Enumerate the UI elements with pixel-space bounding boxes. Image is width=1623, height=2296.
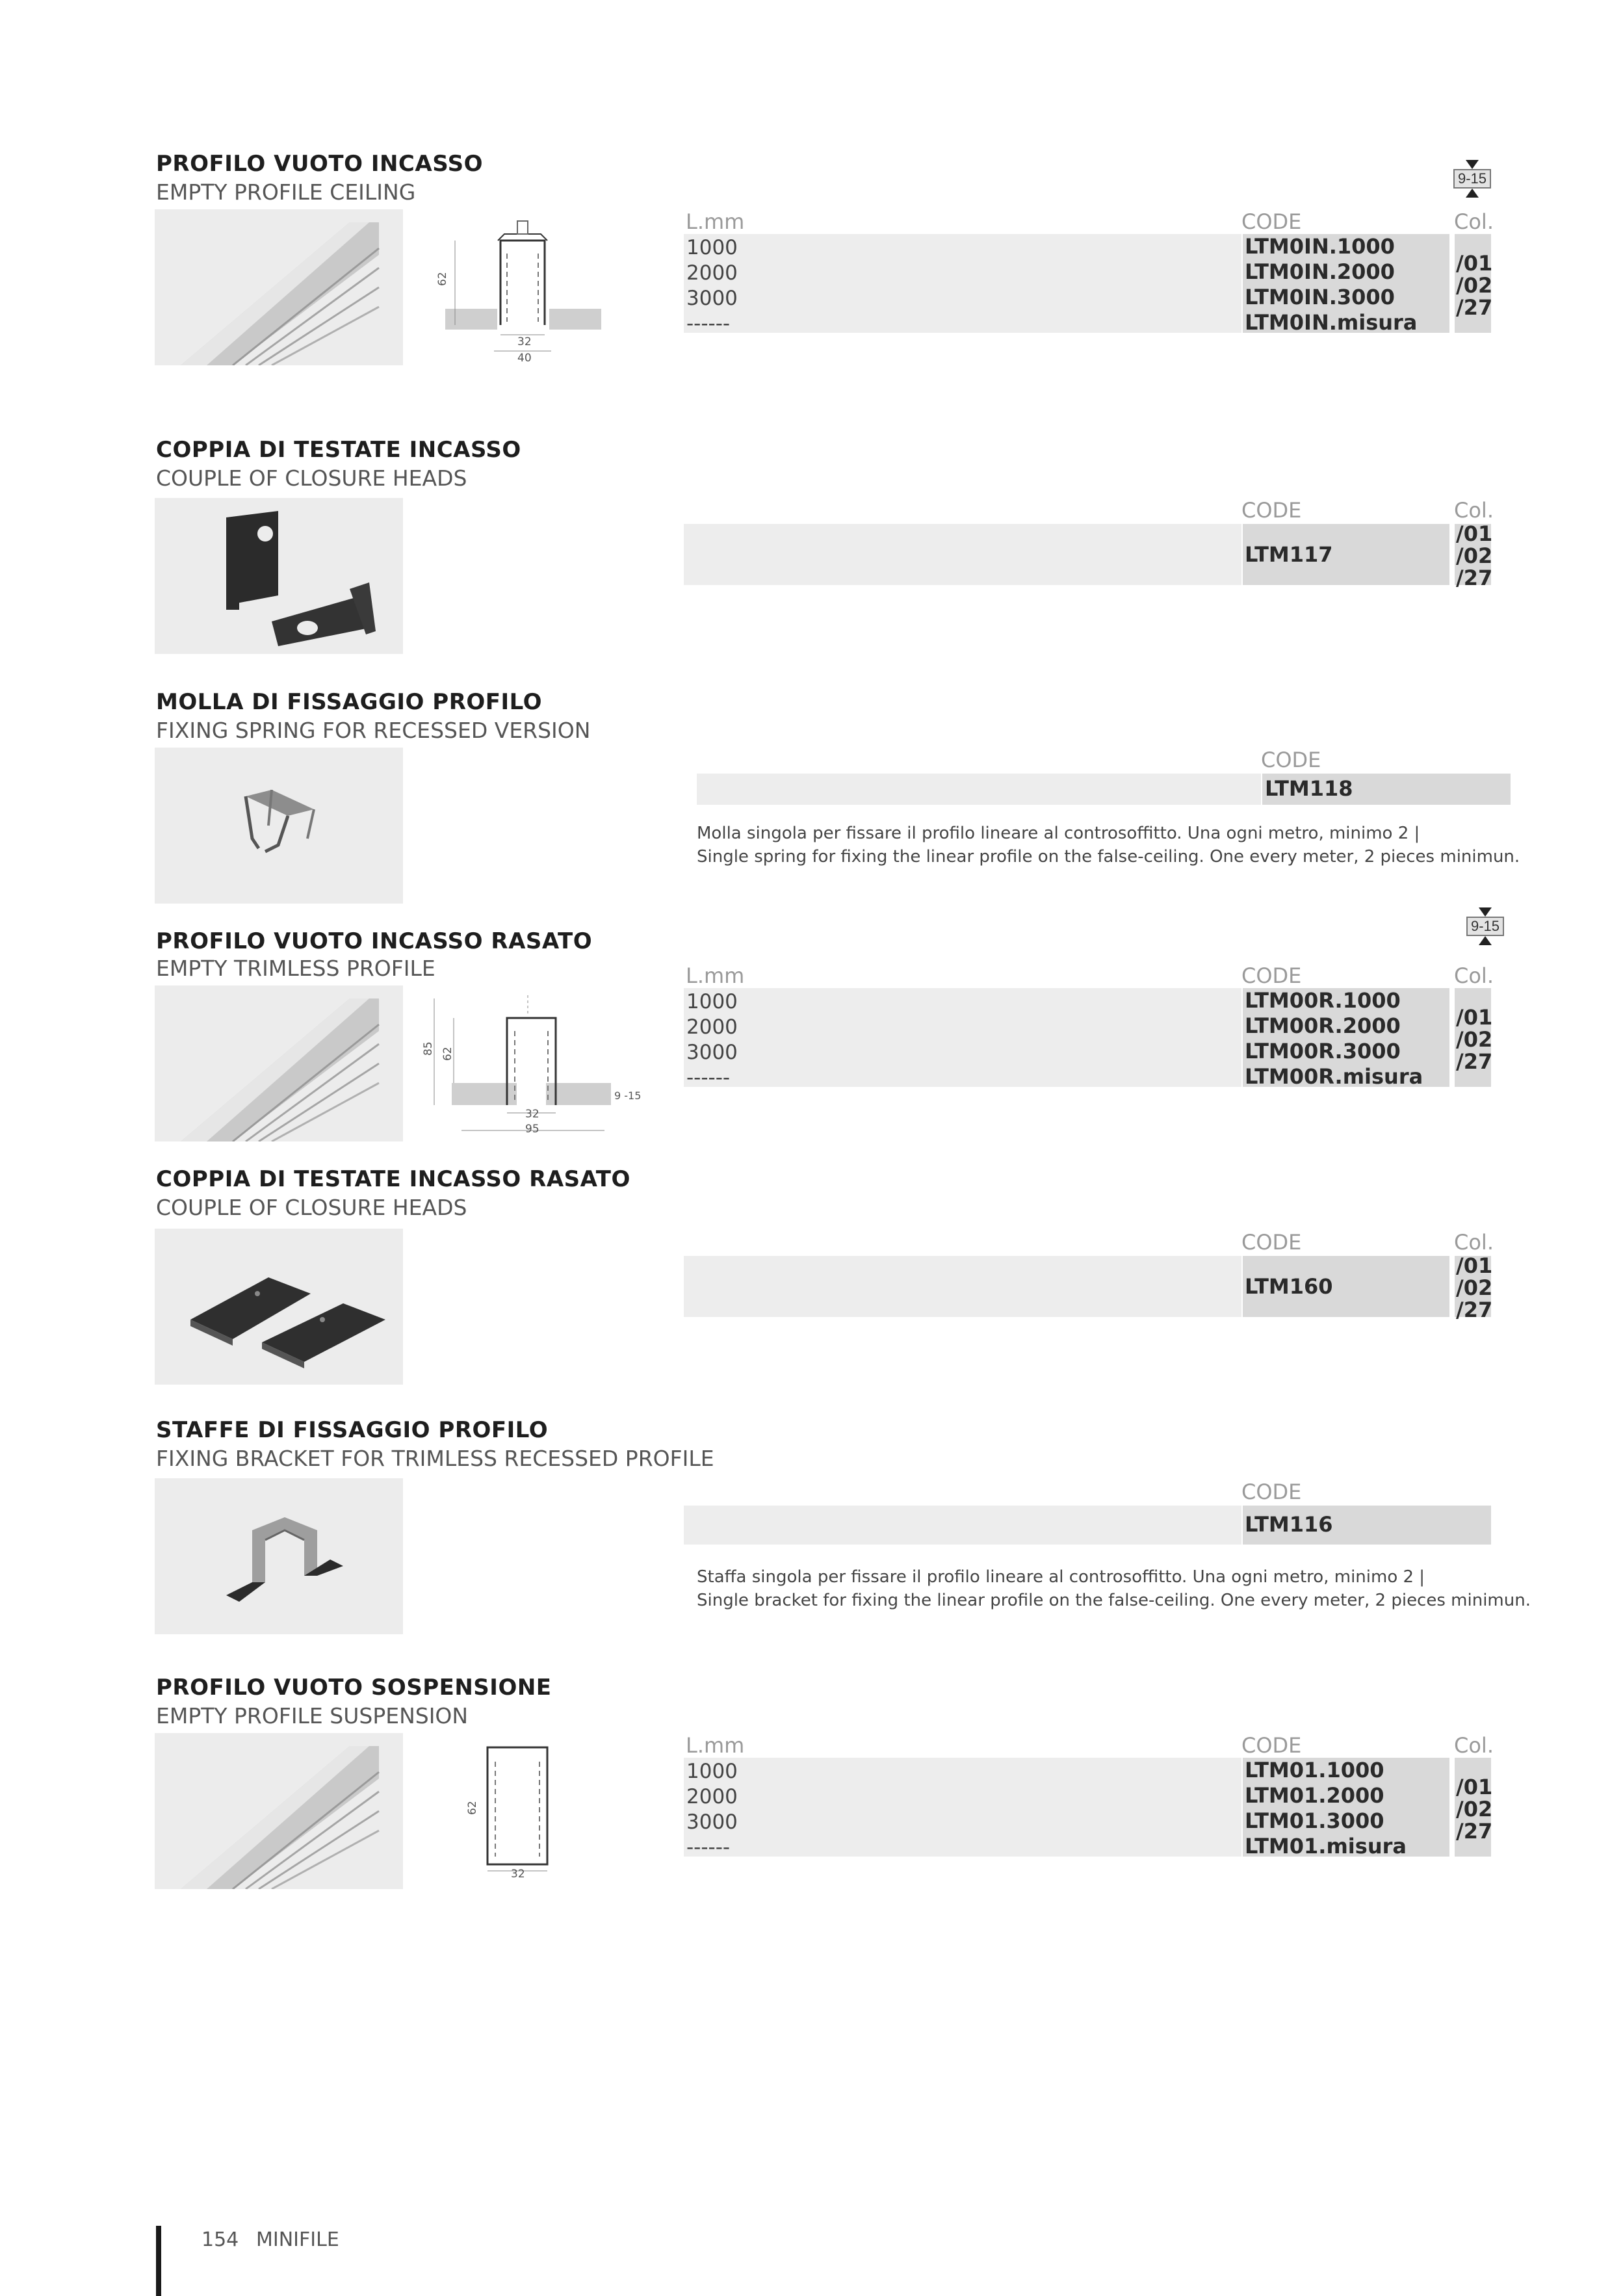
product-code: LTM160: [1245, 1274, 1333, 1299]
product-title: PROFILO VUOTO INCASSO RASATO: [156, 928, 593, 954]
color-code: /02: [1456, 1027, 1493, 1052]
note-english: Single bracket for fixing the linear profile on the false-ceiling. One every meter, 2 pieces minimun.: [697, 1591, 1531, 1610]
svg-text:62: 62: [436, 272, 449, 286]
footer-bar: [156, 2226, 161, 2296]
color-code: /02: [1456, 273, 1493, 298]
cross-section-drawing: [448, 1742, 565, 1879]
color-code: /02: [1456, 543, 1493, 568]
ceiling-thickness-badge: 9-15: [1466, 907, 1504, 945]
color-code: /27: [1456, 1819, 1493, 1844]
catalog-section-name: MINIFILE: [256, 2228, 339, 2251]
code-header: CODE: [1241, 1230, 1302, 1255]
product-photo: [155, 748, 403, 904]
code-header: CODE: [1241, 963, 1302, 988]
color-header: Col.: [1454, 209, 1494, 234]
product-code: LTM0IN.2000: [1245, 259, 1395, 284]
product-photo: [155, 498, 403, 654]
product-code: LTM01.misura: [1245, 1834, 1407, 1859]
product-code: LTM00R.1000: [1245, 988, 1401, 1013]
color-code: /27: [1456, 566, 1493, 590]
closure-heads-image: [155, 1229, 403, 1385]
color-code: /01: [1456, 521, 1493, 546]
product-code: LTM01.2000: [1245, 1783, 1384, 1808]
product-title: STAFFE DI FISSAGGIO PROFILO: [156, 1417, 549, 1443]
note-italian: Staffa singola per fissare il profilo lineare al controsoffitto. Una ogni metro, minimo 2 |: [697, 1567, 1425, 1587]
aluminium-profile-image: [155, 209, 403, 365]
code-table-row-bg: [684, 1506, 1241, 1545]
color-list: [1456, 523, 1492, 589]
length-value: ------: [686, 1836, 731, 1859]
length-list: [686, 1759, 738, 1860]
cross-section-drawing: [436, 215, 611, 365]
svg-text:95: 95: [525, 1123, 539, 1136]
code-table-row-bg: [684, 1758, 1241, 1857]
code-table-row-bg: [697, 774, 1261, 805]
svg-text:62: 62: [441, 1047, 454, 1061]
color-list: [1456, 1776, 1492, 1842]
code-list: [1245, 234, 1417, 335]
product-subtitle: COUPLE OF CLOSURE HEADS: [156, 465, 467, 491]
product-code: LTM117: [1245, 542, 1333, 567]
length-value: 1000: [686, 990, 738, 1013]
length-value: ------: [686, 312, 731, 335]
product-code: LTM116: [1245, 1512, 1333, 1537]
color-code: /01: [1456, 1775, 1493, 1799]
length-value: 3000: [686, 1041, 738, 1064]
product-photo: [155, 209, 403, 365]
product-photo: [155, 985, 403, 1141]
svg-text:62: 62: [466, 1801, 479, 1815]
length-header: L.mm: [686, 209, 745, 234]
aluminium-profile-image: [155, 1733, 403, 1889]
product-code: LTM01.3000: [1245, 1808, 1384, 1833]
product-photo: [155, 1733, 403, 1889]
color-list: [1456, 1006, 1492, 1073]
length-list: [686, 235, 738, 337]
product-note: [697, 822, 1520, 868]
color-code: /01: [1456, 1005, 1493, 1030]
product-subtitle: FIXING BRACKET FOR TRIMLESS RECESSED PROFILE: [156, 1446, 714, 1471]
svg-text:32: 32: [511, 1868, 525, 1881]
code-header: CODE: [1241, 498, 1302, 523]
product-code: LTM00R.2000: [1245, 1013, 1401, 1038]
product-code: LTM01.1000: [1245, 1758, 1384, 1782]
product-subtitle: EMPTY TRIMLESS PROFILE: [156, 956, 435, 981]
code-table-row-bg: [684, 1256, 1241, 1317]
color-list: [1456, 252, 1492, 319]
color-list: [1456, 1255, 1492, 1321]
color-code: /02: [1456, 1797, 1493, 1821]
length-value: 2000: [686, 1785, 738, 1808]
length-header: L.mm: [686, 1733, 745, 1758]
product-subtitle: FIXING SPRING FOR RECESSED VERSION: [156, 718, 591, 743]
svg-text:32: 32: [525, 1108, 539, 1121]
length-value: 1000: [686, 236, 738, 259]
product-title: PROFILO VUOTO INCASSO: [156, 151, 484, 177]
product-code: LTM00R.misura: [1245, 1064, 1423, 1089]
code-table-row-bg: [684, 988, 1241, 1087]
product-code: LTM00R.3000: [1245, 1039, 1401, 1063]
color-code: /02: [1456, 1275, 1493, 1300]
product-subtitle: COUPLE OF CLOSURE HEADS: [156, 1195, 467, 1220]
svg-text:32: 32: [517, 335, 532, 348]
product-code: LTM0IN.1000: [1245, 234, 1395, 259]
product-photo: [155, 1229, 403, 1385]
svg-text:40: 40: [517, 352, 532, 365]
color-code: /01: [1456, 251, 1493, 276]
note-italian: Molla singola per fissare il profilo lineare al controsoffitto. Una ogni metro, minimo 2 |: [697, 824, 1420, 843]
aluminium-profile-image: [155, 985, 403, 1141]
page-number: 154: [201, 2228, 239, 2251]
product-title: PROFILO VUOTO SOSPENSIONE: [156, 1675, 552, 1701]
product-title: COPPIA DI TESTATE INCASSO RASATO: [156, 1166, 630, 1192]
cross-section-drawing: [416, 985, 663, 1141]
code-table-row-bg: [684, 524, 1241, 585]
code-header: CODE: [1241, 1733, 1302, 1758]
ceiling-thickness-badge: 9-15: [1453, 160, 1491, 198]
note-english: Single spring for fixing the linear profile on the false-ceiling. One every meter, 2 pieces minimun.: [697, 847, 1520, 867]
length-value: 2000: [686, 261, 738, 285]
length-value: 1000: [686, 1760, 738, 1783]
color-code: /01: [1456, 1253, 1493, 1278]
svg-text:9 -15: 9 -15: [614, 1089, 642, 1102]
product-code: LTM0IN.misura: [1245, 310, 1418, 335]
length-value: 3000: [686, 287, 738, 310]
code-list: [1245, 1758, 1407, 1859]
closure-heads-image: [155, 498, 403, 654]
length-list: [686, 989, 738, 1091]
code-list: [1245, 988, 1423, 1089]
length-header: L.mm: [686, 963, 745, 988]
product-subtitle: EMPTY PROFILE SUSPENSION: [156, 1703, 469, 1729]
product-subtitle: EMPTY PROFILE CEILING: [156, 179, 416, 205]
length-value: ------: [686, 1066, 731, 1089]
color-header: Col.: [1454, 498, 1494, 523]
svg-text:85: 85: [422, 1041, 435, 1056]
length-value: 3000: [686, 1810, 738, 1834]
product-title: MOLLA DI FISSAGGIO PROFILO: [156, 689, 543, 715]
product-code: LTM118: [1265, 776, 1353, 801]
code-table-row-bg: [684, 234, 1241, 333]
color-code: /27: [1456, 295, 1493, 320]
code-header: CODE: [1241, 1480, 1302, 1504]
product-note: [697, 1565, 1531, 1612]
code-header: CODE: [1241, 209, 1302, 234]
color-header: Col.: [1454, 1230, 1494, 1255]
color-code: /27: [1456, 1298, 1493, 1322]
fixing-spring-image: [155, 748, 403, 904]
product-photo: [155, 1478, 403, 1634]
color-code: /27: [1456, 1049, 1493, 1074]
color-header: Col.: [1454, 1733, 1494, 1758]
color-header: Col.: [1454, 963, 1494, 988]
fixing-bracket-image: [155, 1478, 403, 1634]
product-title: COPPIA DI TESTATE INCASSO: [156, 437, 521, 463]
code-header: CODE: [1261, 748, 1321, 772]
length-value: 2000: [686, 1015, 738, 1039]
product-code: LTM0IN.3000: [1245, 285, 1395, 309]
